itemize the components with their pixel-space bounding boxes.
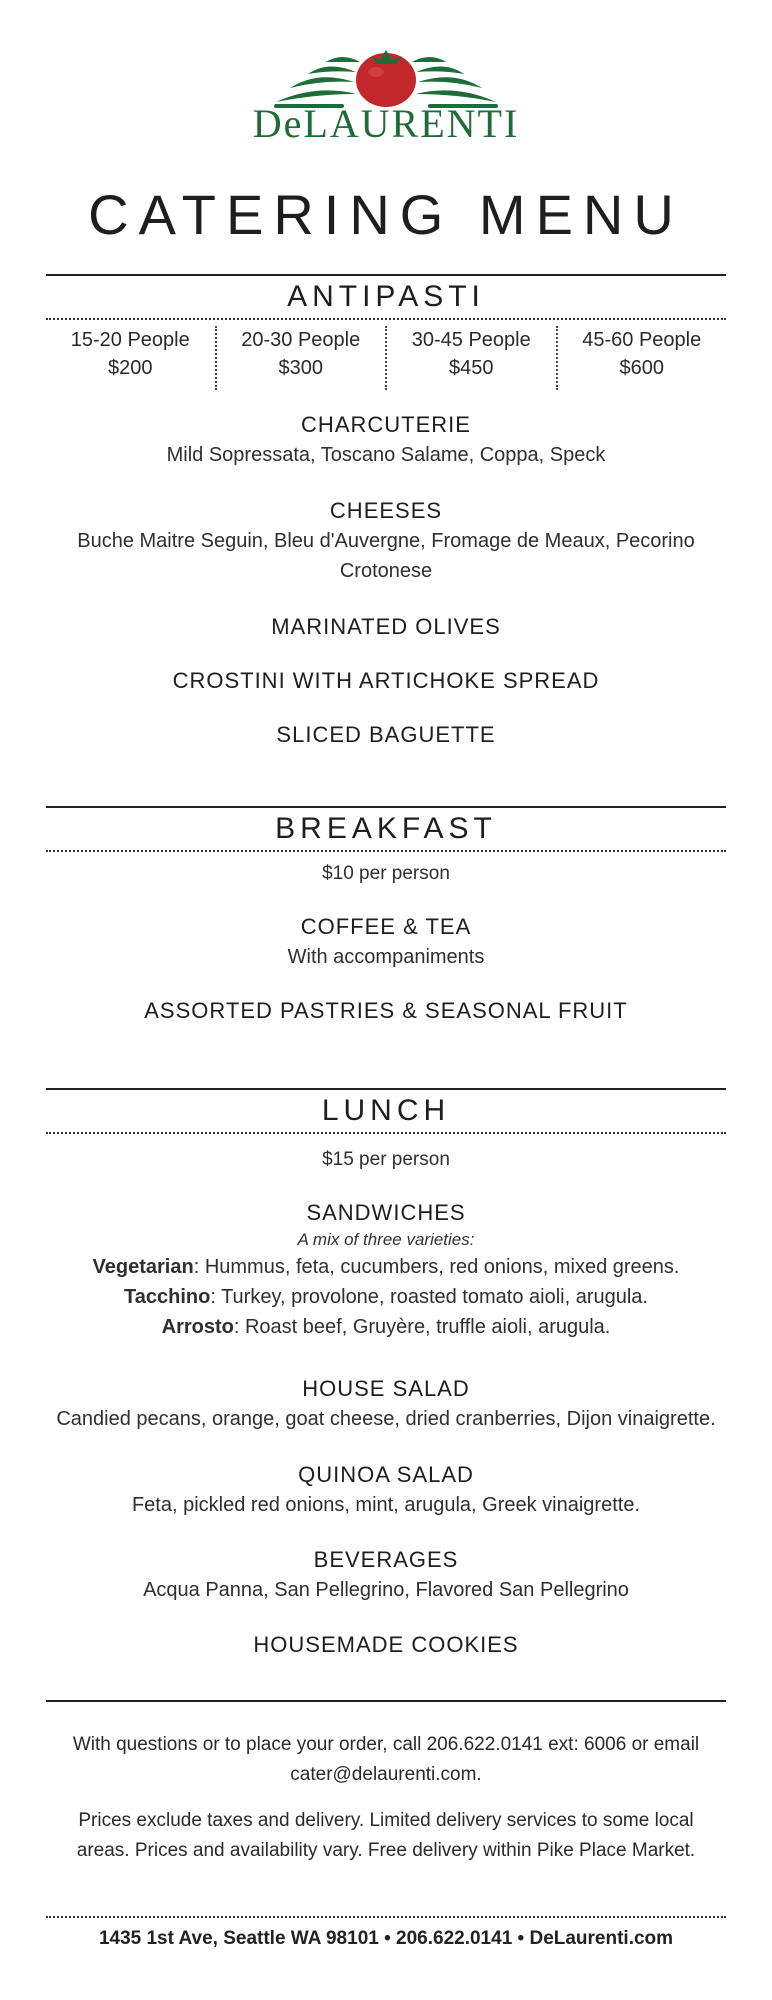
section-title-antipasti: ANTIPASTI (287, 280, 485, 313)
menu-item (30, 666, 742, 696)
lunch-price (30, 1146, 742, 1174)
variety-description: : Roast beef, Gruyère, truffle aioli, arugula. (233, 1316, 611, 1338)
item-description: Acqua Panna, San Pellegrino, Flavored San Pellegrino (143, 1579, 629, 1601)
item-name: QUINOA SALAD (298, 1462, 474, 1487)
dotted-divider (46, 318, 726, 320)
contact-info: With questions or to place your order, call 206.622.0141 ext: 6006 or email cater@delaurenti.com. (72, 1734, 700, 1785)
tier-price: $200 (108, 357, 153, 379)
item-name: BEVERAGES (313, 1547, 459, 1572)
antipasti-price-tiers (46, 326, 726, 390)
price-tier (556, 326, 727, 390)
dotted-divider (46, 1916, 726, 1918)
price-per-person: $15 per person (322, 1149, 450, 1170)
variety-label: Vegetarian (92, 1256, 194, 1278)
price-tier (385, 326, 556, 390)
variety-description: : Turkey, provolone, roasted tomato aioli, arugula. (210, 1286, 648, 1308)
item-name: ASSORTED PASTRIES & SEASONAL FRUIT (144, 998, 628, 1023)
item-description: Candied pecans, orange, goat cheese, dried cranberries, Dijon vinaigrette. (56, 1408, 716, 1430)
divider (46, 274, 726, 276)
tier-people: 15-20 People (70, 329, 190, 351)
divider (46, 1700, 726, 1702)
sandwich-note: A mix of three varieties: (297, 1230, 475, 1249)
sandwich-variety (30, 1252, 742, 1282)
item-description: Feta, pickled red onions, mint, arugula, Greek vinaigrette. (131, 1494, 641, 1516)
item-description: With accompaniments (287, 946, 485, 968)
item-description: Buche Maitre Seguin, Bleu d'Auvergne, Fromage de Meaux, Pecorino Crotonese (77, 530, 695, 582)
tier-people: 45-60 People (582, 329, 702, 351)
menu-item (30, 912, 742, 972)
tier-price: $600 (619, 357, 664, 379)
menu-item-sandwiches (30, 1198, 742, 1342)
item-description: Mild Sopressata, Toscano Salame, Coppa, Speck (166, 444, 606, 466)
item-name: SLICED BAGUETTE (276, 722, 496, 747)
item-name: SANDWICHES (306, 1200, 466, 1225)
divider (46, 1088, 726, 1090)
item-name: CHEESES (329, 498, 443, 523)
item-name: CROSTINI WITH ARTICHOKE SPREAD (172, 668, 600, 693)
item-name: CHARCUTERIE (301, 412, 471, 437)
menu-item (30, 1630, 742, 1660)
menu-item (30, 410, 742, 470)
section-title-lunch: LUNCH (321, 1094, 451, 1127)
variety-description: : Hummus, feta, cucumbers, red onions, mixed greens. (193, 1256, 680, 1278)
tier-people: 30-45 People (411, 329, 531, 351)
tier-people: 20-30 People (241, 329, 361, 351)
sandwich-variety (30, 1312, 742, 1342)
menu-item (30, 496, 742, 586)
breakfast-price (30, 860, 742, 888)
variety-label: Arrosto (161, 1316, 234, 1338)
address-line: 1435 1st Ave, Seattle WA 98101 • 206.622.0141 • DeLaurenti.com (98, 1928, 674, 1949)
tier-price: $450 (449, 357, 494, 379)
tier-price: $300 (278, 357, 323, 379)
menu-item (30, 1460, 742, 1520)
dotted-divider (46, 1132, 726, 1134)
menu-item (30, 996, 742, 1026)
variety-label: Tacchino (124, 1286, 211, 1308)
price-per-person: $10 per person (322, 863, 450, 884)
menu-item (30, 720, 742, 750)
section-title-breakfast: BREAKFAST (275, 812, 497, 845)
menu-item (30, 612, 742, 642)
price-tier (215, 326, 386, 390)
disclaimer: Prices exclude taxes and delivery. Limited delivery services to some local areas. Prices and availability vary. Free delivery within Pike Place Market. (76, 1810, 696, 1861)
dotted-divider (46, 850, 726, 852)
brand-name: DeLAURENTI (252, 101, 520, 146)
item-name: HOUSEMADE COOKIES (253, 1632, 519, 1657)
page-title: CATERING MENU (88, 183, 684, 246)
divider (46, 806, 726, 808)
price-tier (46, 326, 215, 390)
item-name: MARINATED OLIVES (271, 614, 501, 639)
menu-item (30, 1374, 742, 1434)
menu-item (30, 1545, 742, 1605)
sandwich-variety (30, 1282, 742, 1312)
item-name: COFFEE & TEA (300, 914, 472, 939)
item-name: HOUSE SALAD (302, 1376, 470, 1401)
